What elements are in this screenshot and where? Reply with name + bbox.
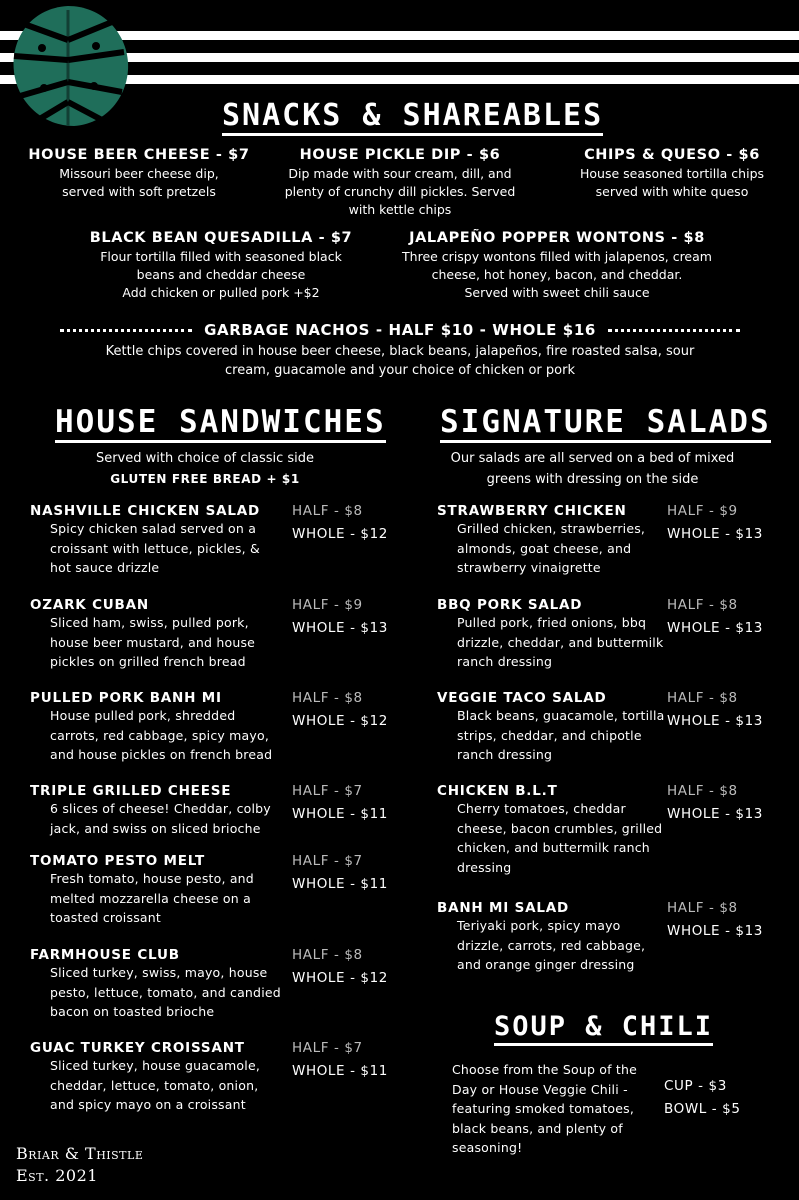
- item-name: CHICKEN B.L.T: [437, 783, 558, 799]
- item-name: BANH MI SALAD: [437, 900, 570, 916]
- whole-price: WHOLE - $13: [667, 526, 763, 542]
- menu-item: [30, 853, 282, 928]
- snack-title: BLACK BEAN QUESADILLA - $7: [89, 230, 353, 246]
- menu-item: [437, 503, 669, 578]
- whole-price: WHOLE - $13: [292, 620, 388, 636]
- snack-desc: Three crispy wontons filled with jalapenos, cream cheese, hot honey, bacon, and cheddar.: [402, 249, 712, 282]
- nachos-desc: Kettle chips covered in house beer cheese, black beans, jalapeños, fire roasted salsa, sour cream, guacamole and your choice of chicken or pork: [105, 344, 695, 378]
- dotted-divider: [608, 329, 740, 332]
- dotted-divider: [60, 329, 192, 332]
- item-desc: Sliced turkey, swiss, mayo, house pesto, lettuce, tomato, and candied bacon on toasted brioche: [50, 965, 281, 1019]
- snack-desc: Dip made with sour cream, dill, and plenty of crunchy dill pickles. Served with kettle chips: [284, 166, 516, 217]
- whole-price: WHOLE - $11: [292, 876, 388, 892]
- nachos-title: GARBAGE NACHOS - HALF $10 - WHOLE $16: [204, 321, 596, 339]
- item-prices: [667, 500, 763, 546]
- menu-item: [30, 690, 282, 765]
- item-desc: Pulled pork, fried onions, bbq drizzle, cheddar, and buttermilk ranch dressing: [457, 615, 664, 669]
- sandwiches-subtitle: Served with choice of classic side: [95, 451, 315, 466]
- menu-item: [30, 783, 282, 838]
- item-desc: Teriyaki pork, spicy mayo drizzle, carrots, red cabbage, and orange ginger dressing: [457, 918, 646, 972]
- item-prices: [667, 780, 763, 826]
- cup-price: CUP - $3: [664, 1078, 727, 1094]
- item-desc: Sliced ham, swiss, pulled pork, house beer mustard, and house pickles on grilled french bread: [50, 615, 256, 669]
- item-prices: [292, 594, 388, 640]
- snack-house-beer-cheese: [24, 147, 254, 201]
- soup-heading: SOUP & CHILI: [494, 1012, 713, 1046]
- half-price: HALF - $8: [667, 900, 738, 916]
- whole-price: WHOLE - $12: [292, 713, 388, 729]
- whole-price: WHOLE - $13: [667, 620, 763, 636]
- item-prices: [292, 850, 388, 896]
- snack-title: JALAPEÑO POPPER WONTONS - $8: [409, 230, 705, 246]
- bowl-price: BOWL - $5: [664, 1101, 741, 1117]
- menu-item: [437, 900, 669, 975]
- half-price: HALF - $7: [292, 853, 363, 869]
- menu-item: [437, 783, 669, 877]
- snack-desc: House seasoned tortilla chips served with white queso: [579, 166, 765, 199]
- item-desc: Grilled chicken, strawberries, almonds, goat cheese, and strawberry vinaigrette: [457, 521, 646, 575]
- item-prices: [667, 897, 763, 943]
- garbage-nachos-row: [60, 321, 740, 339]
- whole-price: WHOLE - $11: [292, 806, 388, 822]
- soup-item: [432, 1060, 648, 1158]
- item-desc: Black beans, guacamole, tortilla strips, cheddar, and chipotle ranch dressing: [457, 708, 665, 762]
- item-desc: 6 slices of cheese! Cheddar, colby jack, and swiss on sliced brioche: [50, 801, 271, 836]
- half-price: HALF - $7: [292, 1040, 363, 1056]
- half-price: HALF - $9: [292, 597, 363, 613]
- item-prices: [292, 780, 388, 826]
- whole-price: WHOLE - $13: [667, 806, 763, 822]
- menu-item: [437, 690, 669, 765]
- whole-price: WHOLE - $13: [667, 923, 763, 939]
- item-name: STRAWBERRY CHICKEN: [437, 503, 627, 519]
- half-price: HALF - $8: [292, 690, 363, 706]
- half-price: HALF - $8: [667, 783, 738, 799]
- item-prices: [292, 500, 388, 546]
- salads-heading: SIGNATURE SALADS: [440, 405, 771, 443]
- half-price: HALF - $9: [667, 503, 738, 519]
- item-prices: [667, 687, 763, 733]
- item-desc: Spicy chicken salad served on a croissant with lettuce, pickles, & hot sauce drizzle: [50, 521, 260, 575]
- item-prices: [292, 1037, 388, 1083]
- item-name: FARMHOUSE CLUB: [30, 947, 180, 963]
- snack-title: HOUSE PICKLE DIP - $6: [299, 147, 501, 163]
- snack-house-pickle-dip: [274, 147, 526, 219]
- snack-title: CHIPS & QUESO - $6: [584, 147, 760, 163]
- item-prices: [292, 687, 388, 733]
- snacks-heading: SNACKS & SHAREABLES: [222, 99, 603, 136]
- menu-item: [30, 947, 282, 1022]
- brand-name: Briar & Thistle: [16, 1144, 144, 1163]
- snack-extra: Served with sweet chili sauce: [464, 285, 650, 300]
- soup-prices: [664, 1075, 741, 1121]
- item-name: PULLED PORK BANH MI: [30, 690, 222, 706]
- item-desc: Sliced turkey, house guacamole, cheddar, lettuce, tomato, onion, and spicy mayo on a croissant: [50, 1058, 261, 1112]
- sandwiches-heading: HOUSE SANDWICHES: [55, 405, 386, 443]
- item-desc: Cherry tomatoes, cheddar cheese, bacon crumbles, grilled chicken, and buttermilk ranch dressing: [457, 801, 663, 875]
- snack-desc: Missouri beer cheese dip, served with soft pretzels: [59, 166, 219, 199]
- half-price: HALF - $8: [292, 503, 363, 519]
- snack-jalapeno-popper-wontons: [396, 230, 718, 302]
- snack-extra: Add chicken or pulled pork +$2: [122, 285, 320, 300]
- menu-item: [437, 597, 669, 672]
- half-price: HALF - $7: [292, 783, 363, 799]
- menu-item: [30, 503, 282, 578]
- whole-price: WHOLE - $13: [667, 713, 763, 729]
- item-name: TOMATO PESTO MELT: [30, 853, 205, 869]
- brand-established: Est. 2021: [16, 1166, 98, 1185]
- brand-logo: [16, 1143, 143, 1187]
- item-name: VEGGIE TACO SALAD: [437, 690, 607, 706]
- half-price: HALF - $8: [667, 690, 738, 706]
- whole-price: WHOLE - $11: [292, 1063, 388, 1079]
- gluten-free-note: GLUTEN FREE BREAD + $1: [110, 472, 300, 486]
- item-name: BBQ PORK SALAD: [437, 597, 583, 613]
- menu-item: [30, 1040, 282, 1115]
- snack-title: HOUSE BEER CHEESE - $7: [28, 147, 250, 163]
- item-name: OZARK CUBAN: [30, 597, 149, 613]
- snack-chips-queso: [566, 147, 778, 201]
- salads-subtitle: Our salads are all served on a bed of mixed greens with dressing on the side: [450, 451, 735, 487]
- monstera-leaf-icon: [4, 0, 132, 132]
- soup-desc: Choose from the Soup of the Day or House Veggie Chili - featuring smoked tomatoes, black beans, and plenty of seasoning!: [452, 1062, 638, 1155]
- item-name: TRIPLE GRILLED CHEESE: [30, 783, 232, 799]
- whole-price: WHOLE - $12: [292, 970, 388, 986]
- item-name: GUAC TURKEY CROISSANT: [30, 1040, 245, 1056]
- item-desc: House pulled pork, shredded carrots, red cabbage, spicy mayo, and house pickles on french bread: [50, 708, 273, 762]
- item-name: NASHVILLE CHICKEN SALAD: [30, 503, 261, 519]
- item-prices: [667, 594, 763, 640]
- menu-item: [30, 597, 282, 672]
- snack-black-bean-quesadilla: [86, 230, 356, 302]
- item-prices: [292, 944, 388, 990]
- whole-price: WHOLE - $12: [292, 526, 388, 542]
- snack-desc: Flour tortilla filled with seasoned black beans and cheddar cheese: [100, 249, 342, 282]
- half-price: HALF - $8: [667, 597, 738, 613]
- item-desc: Fresh tomato, house pesto, and melted mozzarella cheese on a toasted croissant: [50, 871, 254, 925]
- half-price: HALF - $8: [292, 947, 363, 963]
